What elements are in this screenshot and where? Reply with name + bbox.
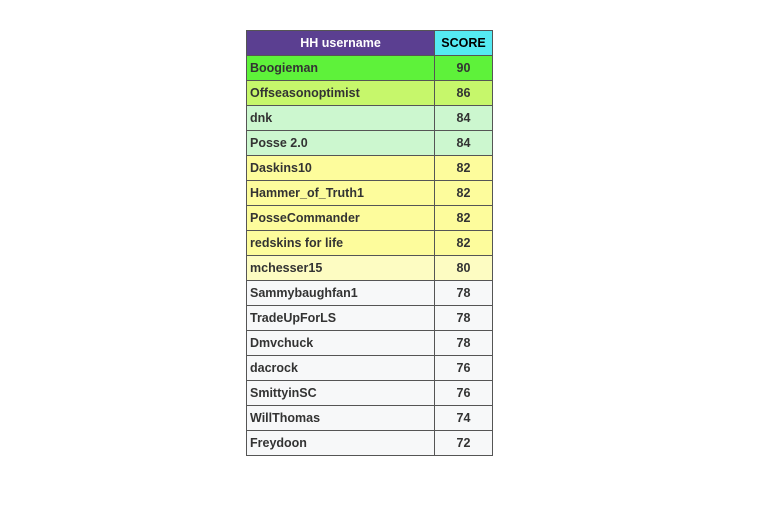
table-row — [247, 156, 493, 181]
username-cell: Boogieman — [247, 56, 435, 81]
table-row — [247, 56, 493, 81]
username-cell: mchesser15 — [247, 256, 435, 281]
table-body — [247, 56, 493, 456]
score-cell: 78 — [435, 281, 493, 306]
score-cell: 84 — [435, 106, 493, 131]
score-cell: 76 — [435, 381, 493, 406]
username-cell: Freydoon — [247, 431, 435, 456]
table-row — [247, 331, 493, 356]
username-cell: Daskins10 — [247, 156, 435, 181]
username-cell: PosseCommander — [247, 206, 435, 231]
username-column-header: HH username — [247, 31, 435, 56]
score-cell: 82 — [435, 181, 493, 206]
score-table — [246, 30, 493, 456]
username-cell: WillThomas — [247, 406, 435, 431]
username-cell: SmittyinSC — [247, 381, 435, 406]
score-cell: 78 — [435, 306, 493, 331]
username-cell: Sammybaughfan1 — [247, 281, 435, 306]
score-cell: 86 — [435, 81, 493, 106]
score-cell: 82 — [435, 231, 493, 256]
score-cell: 78 — [435, 331, 493, 356]
score-cell: 76 — [435, 356, 493, 381]
table-row — [247, 206, 493, 231]
table-row — [247, 406, 493, 431]
score-cell: 80 — [435, 256, 493, 281]
score-cell: 84 — [435, 131, 493, 156]
score-cell: 82 — [435, 156, 493, 181]
table-row — [247, 106, 493, 131]
table-row — [247, 181, 493, 206]
username-cell: TradeUpForLS — [247, 306, 435, 331]
score-column-header: SCORE — [435, 31, 493, 56]
username-cell: redskins for life — [247, 231, 435, 256]
table-row — [247, 256, 493, 281]
table-row — [247, 431, 493, 456]
table-row — [247, 381, 493, 406]
score-cell: 90 — [435, 56, 493, 81]
table-header-row — [247, 31, 493, 56]
username-cell: Hammer_of_Truth1 — [247, 181, 435, 206]
table-row — [247, 356, 493, 381]
score-cell: 82 — [435, 206, 493, 231]
username-cell: dacrock — [247, 356, 435, 381]
table-row — [247, 81, 493, 106]
username-cell: dnk — [247, 106, 435, 131]
score-cell: 72 — [435, 431, 493, 456]
table-row — [247, 231, 493, 256]
username-cell: Posse 2.0 — [247, 131, 435, 156]
username-cell: Offseasonoptimist — [247, 81, 435, 106]
table-row — [247, 131, 493, 156]
table-row — [247, 281, 493, 306]
table-row — [247, 306, 493, 331]
username-cell: Dmvchuck — [247, 331, 435, 356]
score-cell: 74 — [435, 406, 493, 431]
